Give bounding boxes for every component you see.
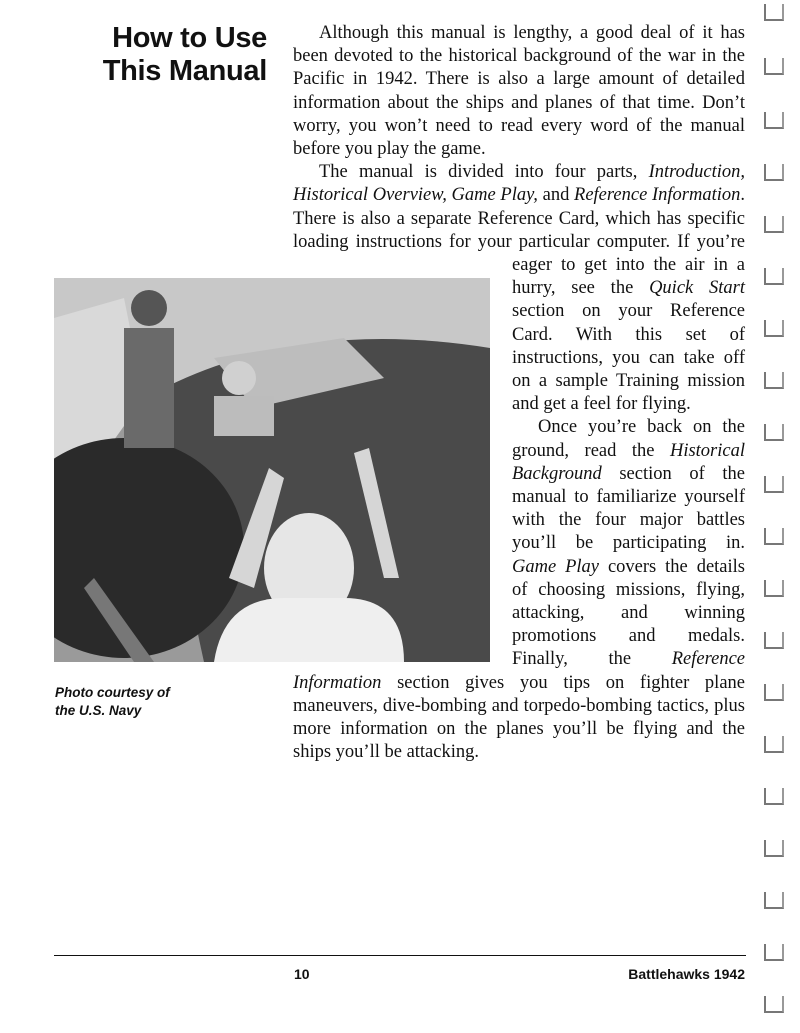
body-text bbox=[293, 22, 745, 765]
reference-information-italic-2: Reference Information bbox=[293, 649, 745, 693]
paragraph-2-text-d: section on your Reference Card. With this set of instructions, you can take off on a sample Training mission and get a feel for flying. bbox=[512, 301, 745, 415]
paragraph-3-text-c: covers the details of choosing missions, flying, attacking, and winning promotions and medals. Finally, the bbox=[512, 556, 745, 670]
binding-hook bbox=[764, 528, 784, 545]
caption-line-2: the U.S. Navy bbox=[55, 703, 142, 718]
heading-line-1: How to Use bbox=[112, 22, 267, 54]
heading-line-2: This Manual bbox=[102, 55, 267, 87]
binding-hook bbox=[764, 580, 784, 597]
paragraph-3-text-a: Once you’re back on the ground, read the bbox=[512, 417, 745, 461]
footer-title: Battlehawks 1942 bbox=[628, 966, 745, 982]
binding-hook bbox=[764, 372, 784, 389]
binding-hook bbox=[764, 736, 784, 753]
binding-hook bbox=[764, 58, 784, 75]
parts-list-italic: Introduction, Historical Overview, Game Play, bbox=[293, 162, 745, 206]
binding-hook bbox=[764, 944, 784, 961]
paragraph-1-text: Although this manual is lengthy, a good deal of it has been devoted to the historical background of the war in the Pacific in 1942. There is also a large amount of detailed information about the ships and planes of that time. Don’t worry, you won’t need to read every word of the manual before you play the game. bbox=[293, 23, 745, 160]
binding-hook bbox=[764, 320, 784, 337]
paragraph-3-text-d: section gives you tips on fighter plane maneuvers, dive-bombing and torpedo-bombing tactics, plus more information on the planes you’ll be flying and the ships you’ll be attacking. bbox=[293, 672, 745, 763]
binding-hook bbox=[764, 4, 784, 21]
paragraph-2 bbox=[293, 161, 745, 416]
photo-wrap-float bbox=[293, 274, 512, 664]
photo-caption bbox=[55, 684, 215, 720]
binding-hook bbox=[764, 996, 784, 1013]
reference-information-italic: Reference Information bbox=[574, 185, 741, 206]
page-heading bbox=[62, 22, 267, 88]
binding-hook bbox=[764, 216, 784, 233]
binding-hook bbox=[764, 840, 784, 857]
paragraph-1 bbox=[293, 22, 745, 161]
quick-start-italic: Quick Start bbox=[649, 278, 745, 299]
paragraph-2-text-c: . There is also a separate Reference Card, which has specific loading instructions for your particular computer. If you’re eager to get into the air in a hurry, see the bbox=[293, 185, 745, 299]
binding-hook bbox=[764, 476, 784, 493]
paragraph-2-text-b: and bbox=[537, 185, 575, 206]
footer-rule bbox=[54, 955, 746, 956]
caption-line-1: Photo courtesy of bbox=[55, 685, 170, 700]
game-play-italic: Game Play bbox=[512, 556, 600, 577]
binding-hook bbox=[764, 788, 784, 805]
spiral-binding bbox=[760, 0, 800, 1033]
page-number: 10 bbox=[294, 966, 310, 982]
binding-hook bbox=[764, 424, 784, 441]
binding-hook bbox=[764, 112, 784, 129]
binding-hook bbox=[764, 268, 784, 285]
binding-hook bbox=[764, 164, 784, 181]
paragraph-3-text-b: section of the manual to familiarize yourself with the four major battles you’ll be participating in. bbox=[512, 463, 745, 554]
paragraph-2-text-a: The manual is divided into four parts, bbox=[319, 162, 649, 183]
binding-hook bbox=[764, 684, 784, 701]
binding-hook bbox=[764, 632, 784, 649]
historical-background-italic: Historical Background bbox=[512, 440, 745, 484]
binding-hook bbox=[764, 892, 784, 909]
